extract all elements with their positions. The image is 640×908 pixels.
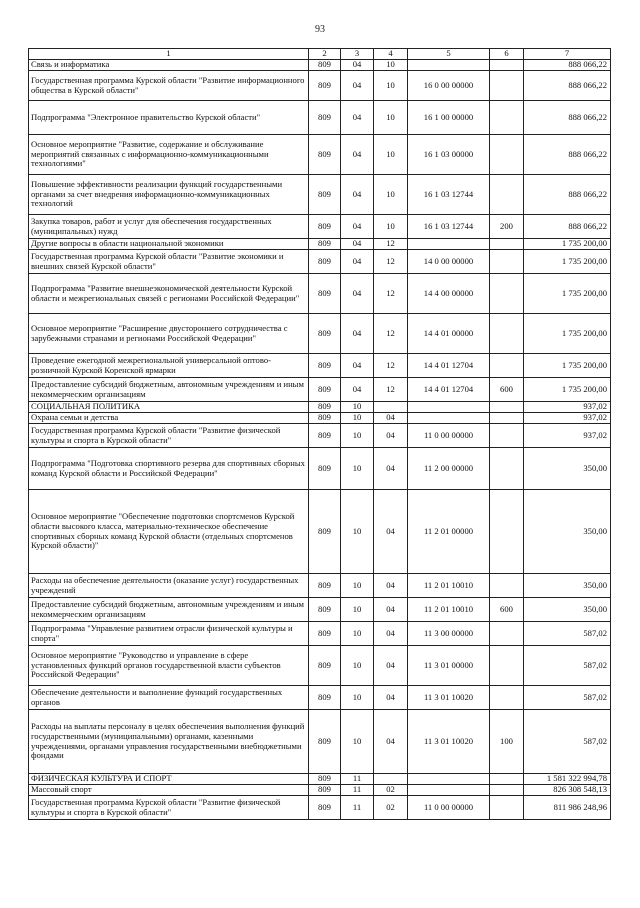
row-code-6 — [490, 354, 524, 378]
row-code-4: 10 — [374, 215, 408, 239]
row-code-4: 12 — [374, 239, 408, 250]
column-header: 3 — [341, 49, 374, 60]
row-code-6 — [490, 175, 524, 215]
row-code-3: 04 — [341, 175, 374, 215]
row-code-3: 11 — [341, 785, 374, 796]
row-code-6 — [490, 448, 524, 490]
row-amount: 1 735 200,00 — [524, 239, 611, 250]
column-number-row — [29, 49, 611, 60]
row-code-5 — [408, 239, 490, 250]
row-name: Предоставление субсидий бюджетным, автономным учреждениям и иным некоммерческим организациям — [29, 378, 309, 402]
row-name: Подпрограмма "Подготовка спортивного резерва для спортивных сборных команд Курской области и Российской Федерации" — [29, 448, 309, 490]
table-row — [29, 239, 611, 250]
row-code-2: 809 — [309, 424, 341, 448]
row-code-4: 12 — [374, 250, 408, 274]
row-code-3: 11 — [341, 796, 374, 820]
row-name: СОЦИАЛЬНАЯ ПОЛИТИКА — [29, 402, 309, 413]
row-name: Основное мероприятие "Обеспечение подготовки спортсменов Курской области высокого класса, материально-техническое обеспечение спортивных сборных команд Курской области (отдельных спортсменов Курской области)" — [29, 490, 309, 574]
row-code-6: 200 — [490, 215, 524, 239]
row-code-4: 04 — [374, 413, 408, 424]
table-row — [29, 796, 611, 820]
row-code-2: 809 — [309, 402, 341, 413]
row-name: Основное мероприятие "Развитие, содержание и обслуживание мероприятий связанных с информационно-коммуникационными технологиями" — [29, 135, 309, 175]
row-code-2: 809 — [309, 378, 341, 402]
row-code-5: 11 3 01 10020 — [408, 710, 490, 774]
row-code-2: 809 — [309, 622, 341, 646]
row-code-4: 04 — [374, 574, 408, 598]
row-code-4: 04 — [374, 710, 408, 774]
row-code-2: 809 — [309, 135, 341, 175]
row-code-3: 10 — [341, 598, 374, 622]
row-amount: 811 986 248,96 — [524, 796, 611, 820]
table-row — [29, 314, 611, 354]
row-amount: 587,02 — [524, 710, 611, 774]
row-amount: 587,02 — [524, 646, 611, 686]
table-row — [29, 60, 611, 71]
row-code-5: 14 0 00 00000 — [408, 250, 490, 274]
row-code-6 — [490, 424, 524, 448]
row-amount: 888 066,22 — [524, 101, 611, 135]
row-name: Связь и информатика — [29, 60, 309, 71]
row-code-5 — [408, 60, 490, 71]
table-row — [29, 354, 611, 378]
row-code-4 — [374, 402, 408, 413]
row-name: Другие вопросы в области национальной экономики — [29, 239, 309, 250]
row-amount: 937,02 — [524, 413, 611, 424]
row-amount: 350,00 — [524, 598, 611, 622]
column-header: 1 — [29, 49, 309, 60]
row-name: Подпрограмма "Развитие внешнеэкономической деятельности Курской области и межрегиональных связей с регионами Российской Федерации" — [29, 274, 309, 314]
row-code-6 — [490, 574, 524, 598]
row-code-2: 809 — [309, 250, 341, 274]
row-name: Охрана семьи и детства — [29, 413, 309, 424]
row-code-2: 809 — [309, 215, 341, 239]
row-name: Государственная программа Курской области "Развитие информационного общества в Курской области" — [29, 71, 309, 101]
row-code-4: 12 — [374, 274, 408, 314]
row-amount: 1 735 200,00 — [524, 250, 611, 274]
row-name: Закупка товаров, работ и услуг для обеспечения государственных (муниципальных) нужд — [29, 215, 309, 239]
row-code-2: 809 — [309, 274, 341, 314]
budget-table — [28, 48, 611, 820]
table-row — [29, 598, 611, 622]
row-code-6: 100 — [490, 710, 524, 774]
table-row — [29, 785, 611, 796]
row-amount: 587,02 — [524, 686, 611, 710]
row-code-2: 809 — [309, 490, 341, 574]
row-code-3: 04 — [341, 60, 374, 71]
row-amount: 888 066,22 — [524, 60, 611, 71]
row-code-5 — [408, 785, 490, 796]
row-code-6 — [490, 135, 524, 175]
row-code-3: 10 — [341, 402, 374, 413]
row-code-5: 16 0 00 00000 — [408, 71, 490, 101]
row-code-4: 04 — [374, 646, 408, 686]
row-amount: 888 066,22 — [524, 71, 611, 101]
row-code-3: 04 — [341, 354, 374, 378]
row-code-4: 02 — [374, 796, 408, 820]
row-code-2: 809 — [309, 314, 341, 354]
table-row — [29, 101, 611, 135]
row-name: Государственная программа Курской области "Развитие физической культуры и спорта в Курской области" — [29, 424, 309, 448]
row-code-3: 10 — [341, 574, 374, 598]
row-amount: 350,00 — [524, 490, 611, 574]
table-row — [29, 424, 611, 448]
table-body — [29, 60, 611, 820]
row-code-4: 10 — [374, 60, 408, 71]
column-header: 6 — [490, 49, 524, 60]
row-code-3: 10 — [341, 413, 374, 424]
row-name: Расходы на выплаты персоналу в целях обеспечения выполнения функций государственными (муниципальными) органами, казенными учреждениями, органами управления государственными внебюджетными фондами — [29, 710, 309, 774]
row-code-5: 14 4 01 12704 — [408, 354, 490, 378]
row-name: Государственная программа Курской области "Развитие физической культуры и спорта в Курской области" — [29, 796, 309, 820]
row-amount: 587,02 — [524, 622, 611, 646]
row-name: Предоставление субсидий бюджетным, автономным учреждениям и иным некоммерческим организациям — [29, 598, 309, 622]
table-row — [29, 274, 611, 314]
table-row — [29, 413, 611, 424]
row-code-5 — [408, 774, 490, 785]
row-code-5: 11 2 01 00000 — [408, 490, 490, 574]
row-name: Государственная программа Курской области "Развитие экономики и внешних связей Курской области" — [29, 250, 309, 274]
table-row — [29, 378, 611, 402]
row-code-5: 14 4 00 00000 — [408, 274, 490, 314]
row-name: Основное мероприятие "Руководство и управление в сфере установленных функций органов государственной власти субъектов Российской Федерации" — [29, 646, 309, 686]
row-code-4: 10 — [374, 71, 408, 101]
table-row — [29, 250, 611, 274]
row-code-2: 809 — [309, 71, 341, 101]
row-code-2: 809 — [309, 785, 341, 796]
table-row — [29, 71, 611, 101]
row-code-5: 11 0 00 00000 — [408, 796, 490, 820]
row-code-6 — [490, 413, 524, 424]
row-code-3: 04 — [341, 101, 374, 135]
row-code-2: 809 — [309, 796, 341, 820]
table-row — [29, 215, 611, 239]
column-header: 7 — [524, 49, 611, 60]
row-code-6 — [490, 402, 524, 413]
row-code-6 — [490, 314, 524, 354]
row-code-5: 16 1 03 12744 — [408, 175, 490, 215]
row-code-2: 809 — [309, 646, 341, 686]
page-number: 93 — [315, 24, 325, 35]
table-row — [29, 175, 611, 215]
table-row — [29, 448, 611, 490]
row-code-4: 04 — [374, 598, 408, 622]
row-amount: 350,00 — [524, 574, 611, 598]
row-code-6: 600 — [490, 598, 524, 622]
row-code-3: 04 — [341, 378, 374, 402]
row-code-6 — [490, 71, 524, 101]
row-code-3: 10 — [341, 490, 374, 574]
row-code-2: 809 — [309, 354, 341, 378]
row-code-4: 10 — [374, 135, 408, 175]
row-code-6 — [490, 622, 524, 646]
row-code-6 — [490, 250, 524, 274]
row-name: Подпрограмма "Электронное правительство Курской области" — [29, 101, 309, 135]
column-header: 2 — [309, 49, 341, 60]
table-row — [29, 490, 611, 574]
table-row — [29, 774, 611, 785]
row-code-5: 11 2 01 10010 — [408, 574, 490, 598]
column-header: 4 — [374, 49, 408, 60]
row-code-3: 11 — [341, 774, 374, 785]
row-code-3: 04 — [341, 314, 374, 354]
row-code-2: 809 — [309, 60, 341, 71]
row-name: Расходы на обеспечение деятельности (оказание услуг) государственных учреждений — [29, 574, 309, 598]
row-code-4: 12 — [374, 378, 408, 402]
row-code-5: 14 4 01 12704 — [408, 378, 490, 402]
row-amount: 1 735 200,00 — [524, 274, 611, 314]
column-header: 5 — [408, 49, 490, 60]
row-code-3: 04 — [341, 71, 374, 101]
row-code-3: 10 — [341, 424, 374, 448]
row-code-5: 16 1 00 00000 — [408, 101, 490, 135]
row-name: Повышение эффективности реализации функций государственными органами за счет внедрения информационно-коммуникационных технологий — [29, 175, 309, 215]
row-code-4: 04 — [374, 424, 408, 448]
row-amount: 888 066,22 — [524, 135, 611, 175]
row-code-4: 10 — [374, 101, 408, 135]
row-code-4: 04 — [374, 622, 408, 646]
row-amount: 888 066,22 — [524, 215, 611, 239]
row-code-5: 14 4 01 00000 — [408, 314, 490, 354]
row-code-5: 16 1 03 12744 — [408, 215, 490, 239]
row-code-3: 04 — [341, 274, 374, 314]
row-amount: 1 735 200,00 — [524, 314, 611, 354]
row-name: Основное мероприятие "Расширение двустороннего сотрудничества с зарубежными странами и регионами Российской Федерации" — [29, 314, 309, 354]
row-code-4: 02 — [374, 785, 408, 796]
row-code-2: 809 — [309, 413, 341, 424]
row-code-5 — [408, 413, 490, 424]
row-code-5: 11 3 00 00000 — [408, 622, 490, 646]
row-code-2: 809 — [309, 710, 341, 774]
row-code-5: 11 3 01 00000 — [408, 646, 490, 686]
row-code-6 — [490, 646, 524, 686]
row-code-5: 11 0 00 00000 — [408, 424, 490, 448]
row-code-6 — [490, 785, 524, 796]
table-row — [29, 622, 611, 646]
row-amount: 937,02 — [524, 402, 611, 413]
row-code-4: 12 — [374, 354, 408, 378]
row-amount: 937,02 — [524, 424, 611, 448]
row-code-5 — [408, 402, 490, 413]
row-code-3: 10 — [341, 710, 374, 774]
row-code-6 — [490, 796, 524, 820]
row-code-3: 10 — [341, 686, 374, 710]
row-code-5: 11 2 01 10010 — [408, 598, 490, 622]
table-row — [29, 135, 611, 175]
row-name: Обеспечение деятельности и выполнение функций государственных органов — [29, 686, 309, 710]
row-name: Подпрограмма "Управление развитием отрасли физической культуры и спорта" — [29, 622, 309, 646]
row-code-4: 10 — [374, 175, 408, 215]
row-code-2: 809 — [309, 101, 341, 135]
row-code-6: 600 — [490, 378, 524, 402]
row-code-2: 809 — [309, 774, 341, 785]
row-code-6 — [490, 274, 524, 314]
row-code-4: 04 — [374, 448, 408, 490]
row-code-3: 04 — [341, 215, 374, 239]
row-code-6 — [490, 774, 524, 785]
row-amount: 350,00 — [524, 448, 611, 490]
row-code-2: 809 — [309, 574, 341, 598]
row-name: Массовый спорт — [29, 785, 309, 796]
row-code-6 — [490, 490, 524, 574]
row-code-3: 10 — [341, 622, 374, 646]
row-code-3: 10 — [341, 448, 374, 490]
row-name: ФИЗИЧЕСКАЯ КУЛЬТУРА И СПОРТ — [29, 774, 309, 785]
table-row — [29, 686, 611, 710]
row-code-6 — [490, 686, 524, 710]
row-code-3: 04 — [341, 135, 374, 175]
row-code-5: 16 1 03 00000 — [408, 135, 490, 175]
row-code-3: 04 — [341, 250, 374, 274]
row-code-6 — [490, 239, 524, 250]
row-code-3: 10 — [341, 646, 374, 686]
row-amount: 826 308 548,13 — [524, 785, 611, 796]
row-code-2: 809 — [309, 448, 341, 490]
table-row — [29, 574, 611, 598]
row-code-2: 809 — [309, 175, 341, 215]
row-code-5: 11 2 00 00000 — [408, 448, 490, 490]
row-code-6 — [490, 101, 524, 135]
row-code-4: 12 — [374, 314, 408, 354]
row-code-5: 11 3 01 10020 — [408, 686, 490, 710]
row-amount: 1 735 200,00 — [524, 354, 611, 378]
row-name: Проведение ежегодной межрегиональной универсальной оптово-розничной Курской Коренской ярмарки — [29, 354, 309, 378]
row-code-2: 809 — [309, 598, 341, 622]
row-code-4: 04 — [374, 686, 408, 710]
row-code-3: 04 — [341, 239, 374, 250]
row-code-4 — [374, 774, 408, 785]
row-code-4: 04 — [374, 490, 408, 574]
row-code-2: 809 — [309, 686, 341, 710]
row-code-6 — [490, 60, 524, 71]
row-code-2: 809 — [309, 239, 341, 250]
table-row — [29, 402, 611, 413]
row-amount: 888 066,22 — [524, 175, 611, 215]
table-row — [29, 646, 611, 686]
row-amount: 1 735 200,00 — [524, 378, 611, 402]
row-amount: 1 581 322 994,78 — [524, 774, 611, 785]
table-row — [29, 710, 611, 774]
